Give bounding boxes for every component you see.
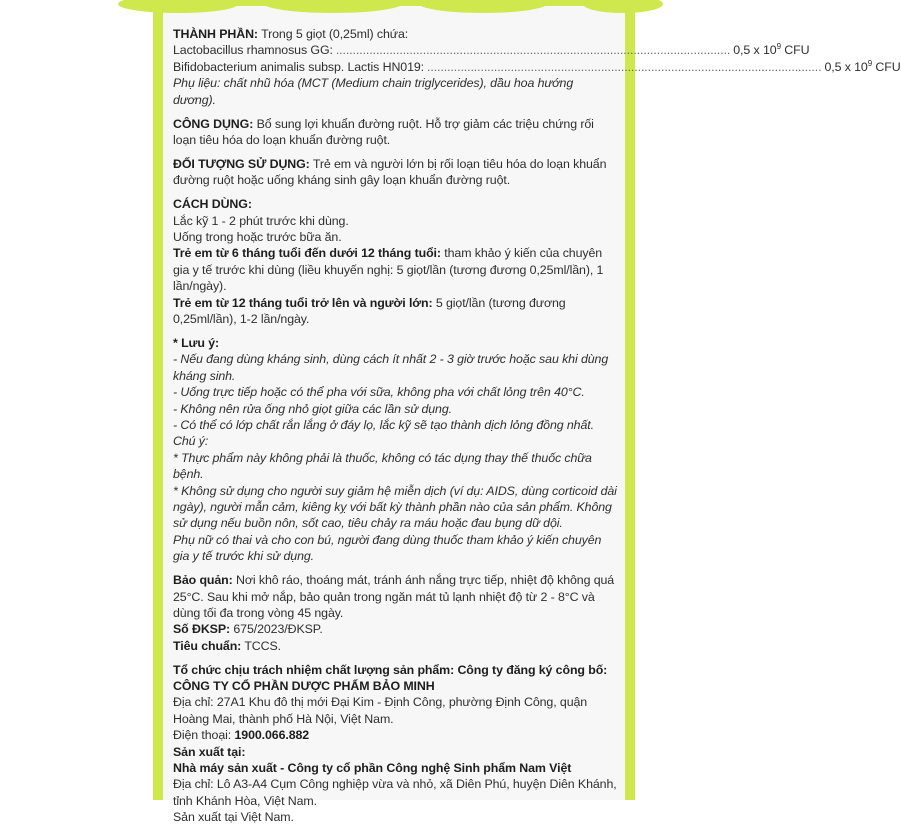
- target-section: ĐỐI TƯỢNG SỬ DỤNG: Trẻ em và người lớn bị rối loạn tiêu hóa do loạn khuẩn đường ruột hoặc uống kháng sinh gây loạn khuẩn đường ruột.: [173, 156, 607, 188]
- note-item: - Không nên rửa ống nhỏ giọt giữa các lần sử dụng.: [173, 401, 452, 416]
- accent-border-right: [625, 0, 635, 800]
- uses-section: CÔNG DỤNG: Bổ sung lợi khuẩn đường ruột. Hỗ trợ giảm các triệu chứng rối loạn tiêu hóa do loạn khuẩn đường ruột.: [173, 116, 594, 147]
- note-item: - Có thể có lớp chất rắn lắng ở đáy lọ, lắc kỹ sẽ tạo thành dịch lỏng đồng nhất.: [173, 417, 594, 432]
- note-item: - Nếu đang dùng kháng sinh, dùng cách ít nhất 2 - 3 giờ trước hoặc sau khi dùng kháng sinh.: [173, 352, 609, 383]
- registration-number: Số ĐKSP: 675/2023/ĐKSP.: [173, 622, 323, 637]
- dot-leader: ......................................................................................................................: [335, 43, 731, 58]
- company-address: Địa chỉ: 27A1 Khu đô thị mới Đại Kim - Định Công, phường Định Công, quận Hoàng Mai, thành phố Hà Nội, Việt Nam.: [173, 695, 588, 726]
- standard: Tiêu chuẩn: TCCS.: [173, 638, 282, 653]
- company-name: CÔNG TY CỔ PHẦN DƯỢC PHẨM BẢO MINH: [173, 679, 435, 694]
- warning-item: Phụ nữ có thai và cho con bú, người đang dùng thuốc tham khảo ý kiến chuyên gia y tế trước khi sử dụng.: [173, 532, 602, 564]
- factory-address: Địa chỉ: Lô A3-A4 Cụm Công nghiệp vừa và nhỏ, xã Diên Phú, huyện Diên Khánh, tỉnh Khánh Hòa, Việt Nam.: [173, 777, 617, 808]
- warning-item: * Thực phẩm này không phải là thuốc, không có tác dụng thay thế thuốc chữa bệnh.: [173, 450, 592, 482]
- composition-intro: THÀNH PHẦN: Trong 5 giọt (0,25ml) chứa:: [173, 27, 409, 41]
- accent-scallop-top: [153, 0, 635, 14]
- company-phone: Điện thoại: 1900.066.882: [173, 728, 310, 743]
- accent-border-left: [153, 0, 163, 800]
- usage-line: Lắc kỹ 1 - 2 phút trước khi dùng.: [173, 213, 349, 228]
- usage-infant: Trẻ em từ 6 tháng tuổi đến dưới 12 tháng tuổi: tham khảo ý kiến của chuyên gia y tế trước khi dùng (liều khuyến nghị: 5 giọt/lần (tương đương 0,25ml/lần), 1 lần/ngày).: [173, 246, 604, 294]
- usage-heading: CÁCH DÙNG:: [173, 197, 252, 212]
- manufactured-at-label: Sản xuất tại:: [173, 744, 246, 759]
- factory-name: Nhà máy sản xuất - Công ty cổ phần Công nghệ Sinh phẩm Nam Việt: [173, 761, 572, 776]
- chu-y-heading: Chú ý:: [173, 434, 209, 449]
- dot-leader: ......................................................................................................................: [427, 59, 822, 74]
- excipients: Phụ liệu: chất nhũ hóa (MCT (Medium chain triglycerides), dầu hoa hướng dương).: [173, 76, 574, 107]
- ingredient-row: Bifidobacterium animalis subsp. Lactis HN019: ...................................................................................................................... 0,5 x $10^9$ CFU: [173, 58, 901, 74]
- notes-heading: * Lưu ý:: [173, 335, 220, 350]
- responsible-org: Tổ chức chịu trách nhiệm chất lượng sản phẩm: Công ty đăng ký công bố:: [173, 662, 608, 677]
- usage-line: Uống trong hoặc trước bữa ăn.: [173, 229, 342, 244]
- warning-item: * Không sử dụng cho người suy giảm hệ miễn dịch (ví dụ: AIDS, dùng corticoid dài ngày), người mẫn cảm, kiêng kỵ với bất kỳ thành phần nào của sản phẩm. Không sử dụng nếu buồn nôn, sốt cao, tiêu chảy ra máu hoặc đau bụng dữ dội.: [173, 483, 617, 531]
- usage-child: Trẻ em từ 12 tháng tuổi trở lên và người lớn: 5 giọt/lần (tương đương 0,25ml/lần), 1-2 lần/ngày.: [173, 295, 566, 326]
- note-item: - Uống trực tiếp hoặc có thể pha với sữa, không pha với chất lỏng trên 40°C.: [173, 385, 585, 400]
- origin: Sản xuất tại Việt Nam.: [173, 810, 294, 825]
- label-text: [173, 26, 901, 826]
- storage-section: Bảo quản: Nơi khô ráo, thoáng mát, tránh ánh nắng trực tiếp, nhiệt độ không quá 25°C. Sau khi mở nắp, bảo quản trong ngăn mát tủ lạnh nhiệt độ từ 2 - 8°C và dùng tối đa trong vòng 45 ngày.: [173, 573, 615, 620]
- ingredient-row: Lactobacillus rhamnosus GG: ...................................................................................................................... 0,5 x $10^9$ CFU: [173, 42, 810, 58]
